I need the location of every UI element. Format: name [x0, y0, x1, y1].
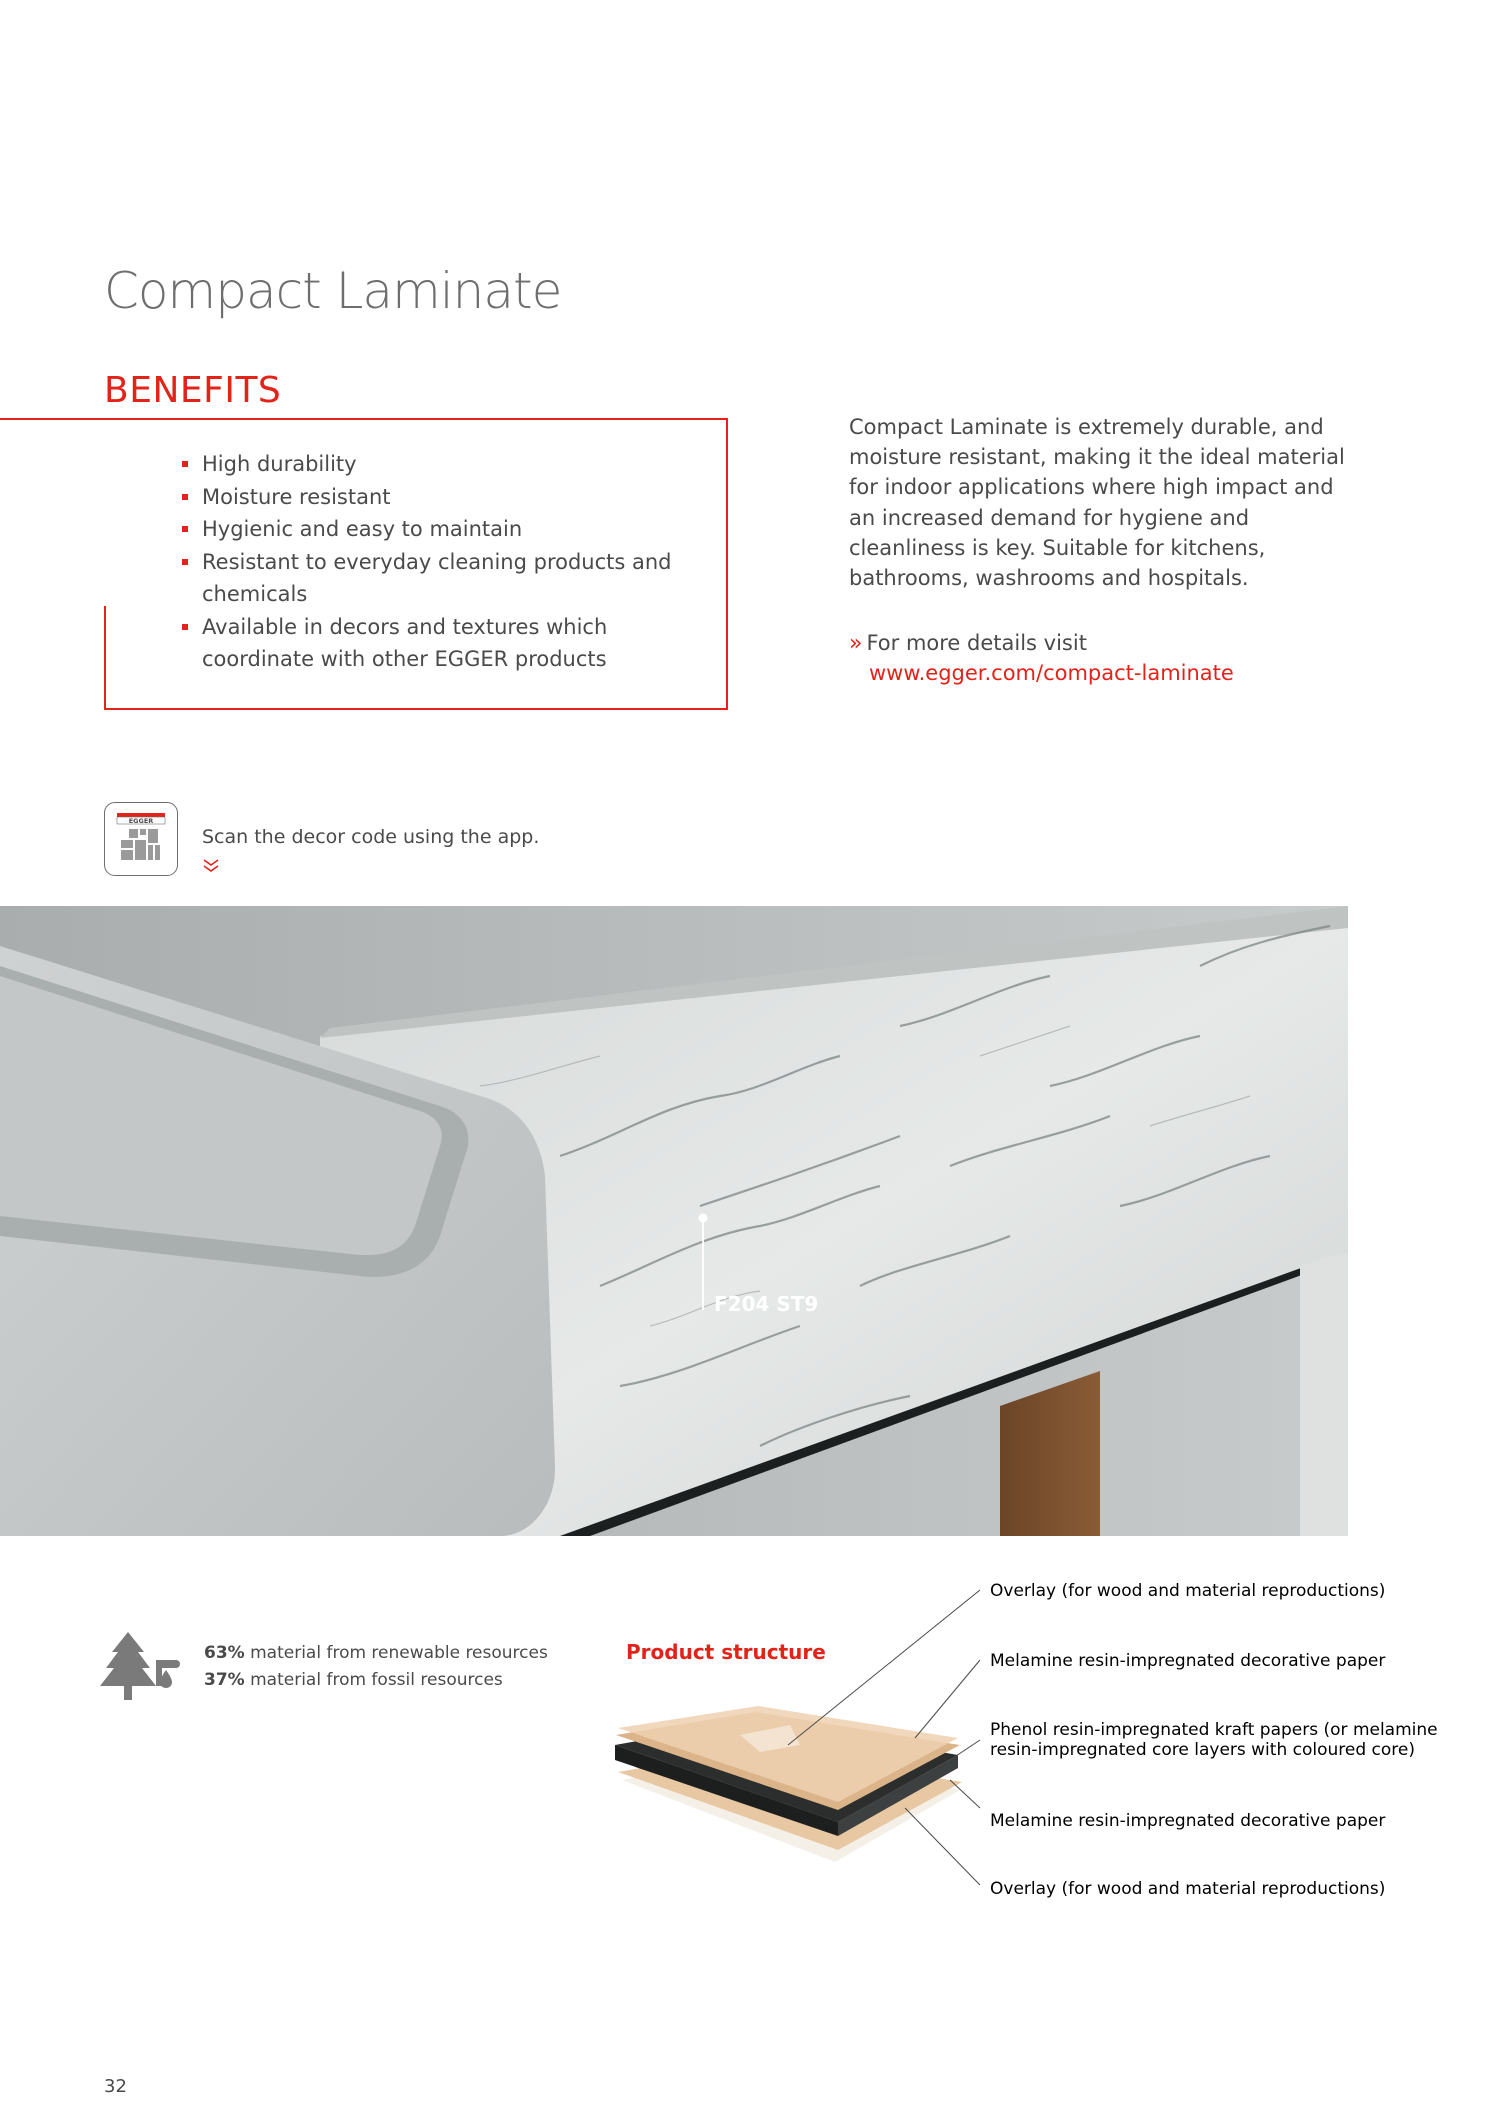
benefit-item: High durability [180, 448, 700, 481]
more-details [849, 628, 1087, 659]
double-chevron-down-icon [202, 858, 220, 874]
tree-resource-icon [98, 1630, 184, 1702]
page-title: Compact Laminate [104, 262, 562, 320]
fossil-percent: 37% [204, 1670, 245, 1690]
layer-label-overlay-bottom: Overlay (for wood and material reproductions) [990, 1879, 1386, 1899]
renewable-text: material from renewable resources [250, 1643, 548, 1663]
fossil-text: material from fossil resources [250, 1670, 503, 1690]
benefit-item: Available in decors and textures which coordinate with other EGGER products [180, 611, 700, 676]
intro-paragraph: Compact Laminate is extremely durable, and moisture resistant, making it the ideal material for indoor applications where high impact and an increased demand for hygiene and cleanliness is key. Suitable for kitchens, bathrooms, washrooms and hospitals. [849, 415, 1345, 591]
benefits-heading: BENEFITS [104, 370, 282, 411]
double-chevron-right-icon: » [849, 631, 863, 656]
more-details-label: For more details visit [866, 631, 1087, 655]
app-logo-text: EGGER [128, 817, 154, 825]
product-structure-title: Product structure [626, 1640, 826, 1664]
layer-label-decor-bottom: Melamine resin-impregnated decorative paper [990, 1811, 1386, 1831]
benefits-list [180, 448, 700, 676]
decor-code-label: F204 ST9 [714, 1292, 819, 1316]
benefit-item: Hygienic and easy to maintain [180, 513, 700, 546]
layer-label-overlay-top: Overlay (for wood and material reproductions) [990, 1581, 1386, 1601]
sustainability-text [204, 1640, 548, 1694]
page-number: 32 [104, 2076, 127, 2097]
benefit-item: Resistant to everyday cleaning products and chemicals [180, 546, 700, 611]
renewable-percent: 63% [204, 1643, 245, 1663]
benefit-item: Moisture resistant [180, 481, 700, 514]
layer-label-core-2: resin-impregnated core layers with coloured core) [990, 1740, 1415, 1760]
layer-label-core-1: Phenol resin-impregnated kraft papers (or melamine [990, 1720, 1438, 1740]
egger-app-icon[interactable] [104, 802, 178, 876]
app-logo-icon [105, 803, 177, 875]
sink-marble-image [0, 906, 1348, 1536]
product-photo [0, 906, 1348, 1536]
scan-instruction: Scan the decor code using the app. [202, 826, 540, 848]
layer-label-decor-top: Melamine resin-impregnated decorative paper [990, 1651, 1386, 1671]
more-details-link[interactable]: www.egger.com/compact-laminate [869, 661, 1234, 685]
product-structure-diagram [600, 1580, 1485, 1920]
